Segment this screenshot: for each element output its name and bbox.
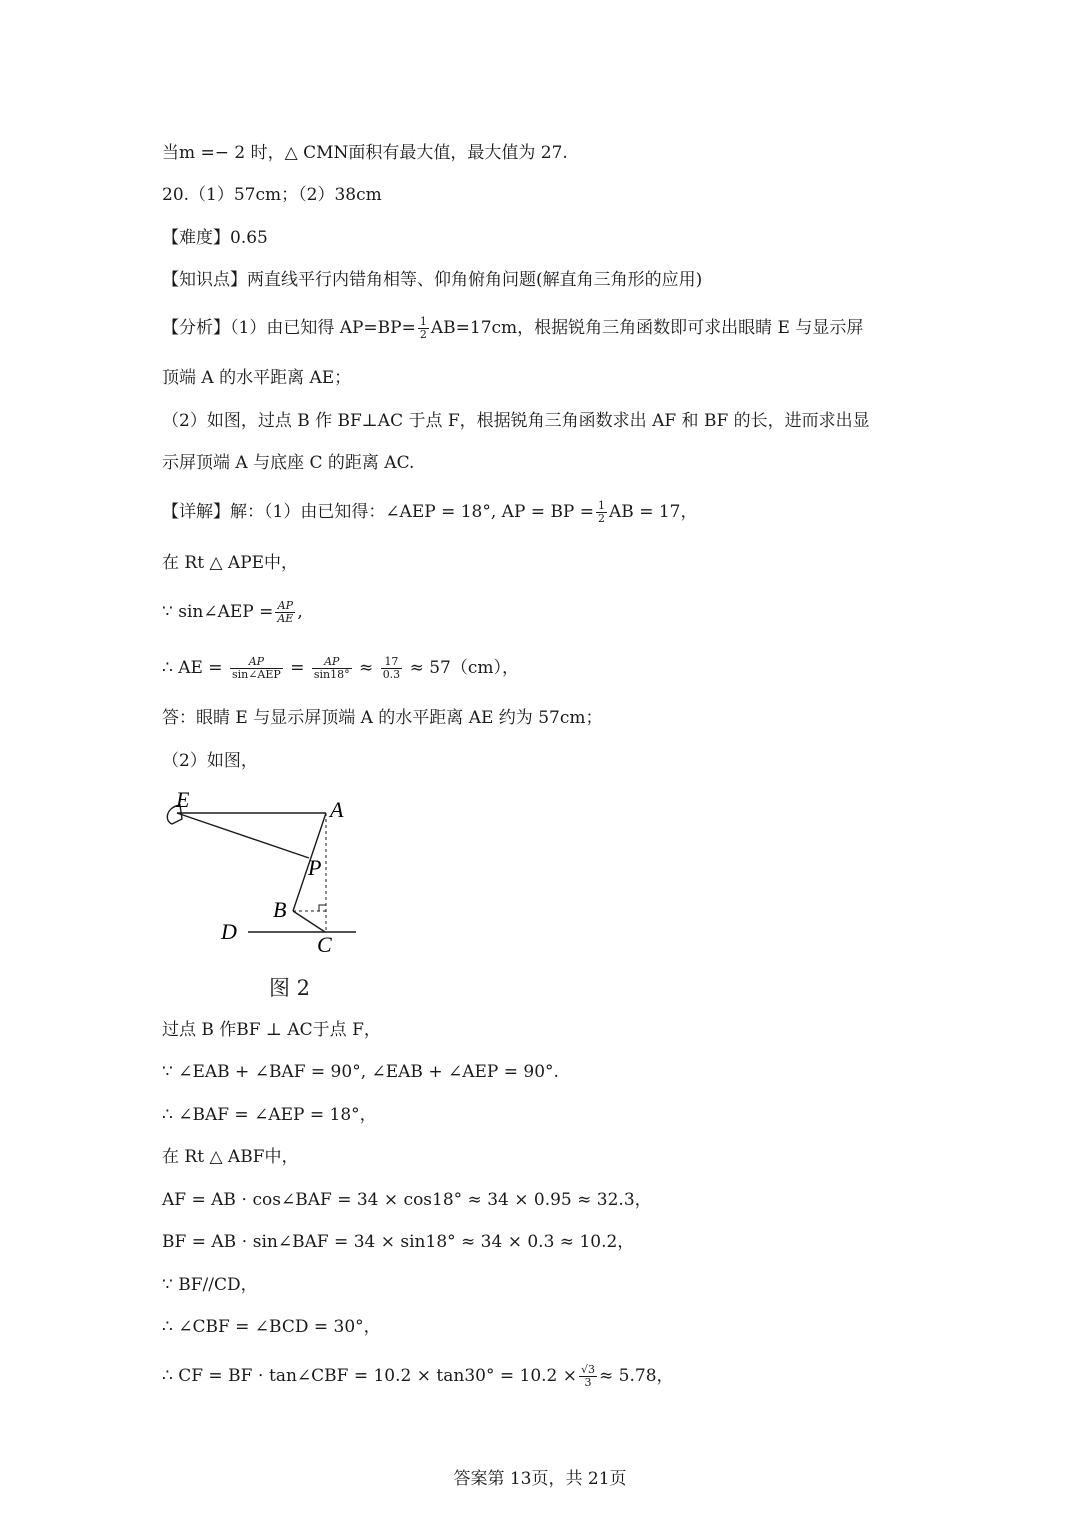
text-line-1: 当m =− 2 时，△ CMN面积有最大值，最大值为 27. bbox=[162, 143, 568, 163]
fraction-sqrt3-3 bbox=[579, 1364, 597, 1389]
analysis-text-a: 【分析】（1）由已知得 AP=BP= bbox=[162, 318, 416, 338]
fraction-den: sin18° bbox=[313, 668, 350, 681]
detail-line-10: BF = AB ⋅ sin∠BAF = 34 × sin18° ≈ 34 × 0.3 ≈ 10.2， bbox=[162, 1232, 635, 1252]
result-578: ≈ 5.78， bbox=[599, 1366, 674, 1386]
analysis-line-1 bbox=[162, 316, 863, 341]
label-d: D bbox=[221, 919, 237, 944]
fraction-num: AP bbox=[275, 600, 295, 613]
fraction-den: 2 bbox=[598, 512, 606, 525]
ae-text: ∴ AE = bbox=[162, 658, 223, 678]
analysis-text-b: AB=17cm，根据锐角三角函数即可求出眼睛 E 与显示屏 bbox=[430, 318, 864, 338]
analysis-line-2: 顶端 A 的水平距离 AE； bbox=[162, 368, 352, 388]
fraction-ap-sin-aep bbox=[230, 656, 283, 681]
fraction-num: AP bbox=[230, 656, 283, 669]
fraction-ap-ae bbox=[275, 600, 295, 625]
detail-line-4 bbox=[162, 656, 519, 681]
detail-line-5: 过点 B 作BF ⊥ AC于点 F， bbox=[162, 1020, 381, 1040]
analysis-line-4: 示屏顶端 A 与底座 C 的距离 AC. bbox=[162, 453, 415, 473]
segment-ep bbox=[177, 813, 309, 858]
label-p: P bbox=[308, 855, 322, 880]
radicand: 3 bbox=[588, 1363, 596, 1376]
fraction-ap-sin18 bbox=[312, 656, 352, 681]
figure-caption: 图 2 bbox=[269, 976, 311, 1000]
detail-line-1 bbox=[162, 500, 697, 525]
difficulty: 【难度】0.65 bbox=[162, 228, 268, 248]
fraction-num: 1 bbox=[419, 315, 427, 328]
sin-text: ∵ sin∠AEP = bbox=[162, 602, 274, 622]
detail-line-6: ∵ ∠EAB + ∠BAF = 90°, ∠EAB + ∠AEP = 90°. bbox=[162, 1062, 559, 1082]
answer-20: 20.（1）57cm；（2）38cm bbox=[162, 185, 382, 205]
label-c: C bbox=[317, 932, 332, 957]
detail-line-13 bbox=[162, 1364, 674, 1389]
detail-line-8: 在 Rt △ ABF中， bbox=[162, 1147, 299, 1167]
analysis-line-3: （2）如图，过点 B 作 BF⊥AC 于点 F，根据锐角三角函数求出 AF 和 BF 的长，进而求出显 bbox=[162, 411, 870, 431]
fraction-den: AE bbox=[277, 612, 294, 625]
knowledge-points: 【知识点】两直线平行内错角相等、仰角俯角问题(解直角三角形的应用) bbox=[162, 270, 703, 290]
label-b: B bbox=[273, 897, 287, 922]
answer-part-1: 答：眼睛 E 与显示屏顶端 A 的水平距离 AE 约为 57cm； bbox=[162, 708, 603, 728]
detail-text-b: AB = 17， bbox=[609, 502, 698, 522]
fraction-den: 3 bbox=[584, 1376, 592, 1389]
segment-bc bbox=[293, 911, 325, 932]
fraction-den: 0.3 bbox=[382, 668, 401, 681]
detail-line-2: 在 Rt △ APE中， bbox=[162, 553, 299, 573]
label-a: A bbox=[330, 797, 344, 822]
cf-text: ∴ CF = BF ⋅ tan∠CBF = 10.2 × tan30° = 10.2 × bbox=[162, 1366, 577, 1386]
detail-text-a: 【详解】解：（1）由已知得：∠AEP = 18°, AP = BP = bbox=[162, 502, 595, 522]
fraction-num: √3 bbox=[581, 1363, 596, 1376]
right-angle-mark bbox=[319, 905, 326, 911]
fraction-half-2 bbox=[596, 500, 607, 525]
approx: ≈ bbox=[359, 658, 374, 678]
fraction-num: 17 bbox=[381, 656, 403, 669]
detail-line-9: AF = AB ⋅ cos∠BAF = 34 × cos18° ≈ 34 × 0.95 ≈ 32.3， bbox=[162, 1190, 652, 1210]
label-e: E bbox=[176, 787, 190, 812]
detail-line-11: ∵ BF//CD， bbox=[162, 1275, 258, 1295]
result-57: ≈ 57（cm）， bbox=[409, 658, 520, 678]
fraction-den: 2 bbox=[419, 328, 427, 341]
fraction-17-03 bbox=[381, 656, 403, 681]
page-footer: 答案第 13页，共 21页 bbox=[453, 1469, 627, 1489]
comma: , bbox=[297, 602, 303, 622]
fraction-half bbox=[418, 316, 429, 341]
fraction-num: AP bbox=[312, 656, 352, 669]
detail-line-3 bbox=[162, 600, 303, 625]
detail-line-7: ∴ ∠BAF = ∠AEP = 18°， bbox=[162, 1105, 377, 1125]
part-2-heading: （2）如图， bbox=[162, 751, 258, 771]
fraction-num: 1 bbox=[598, 499, 606, 512]
equals: = bbox=[290, 658, 305, 678]
detail-line-12: ∴ ∠CBF = ∠BCD = 30°， bbox=[162, 1317, 381, 1337]
fraction-den: sin∠AEP bbox=[231, 668, 281, 681]
